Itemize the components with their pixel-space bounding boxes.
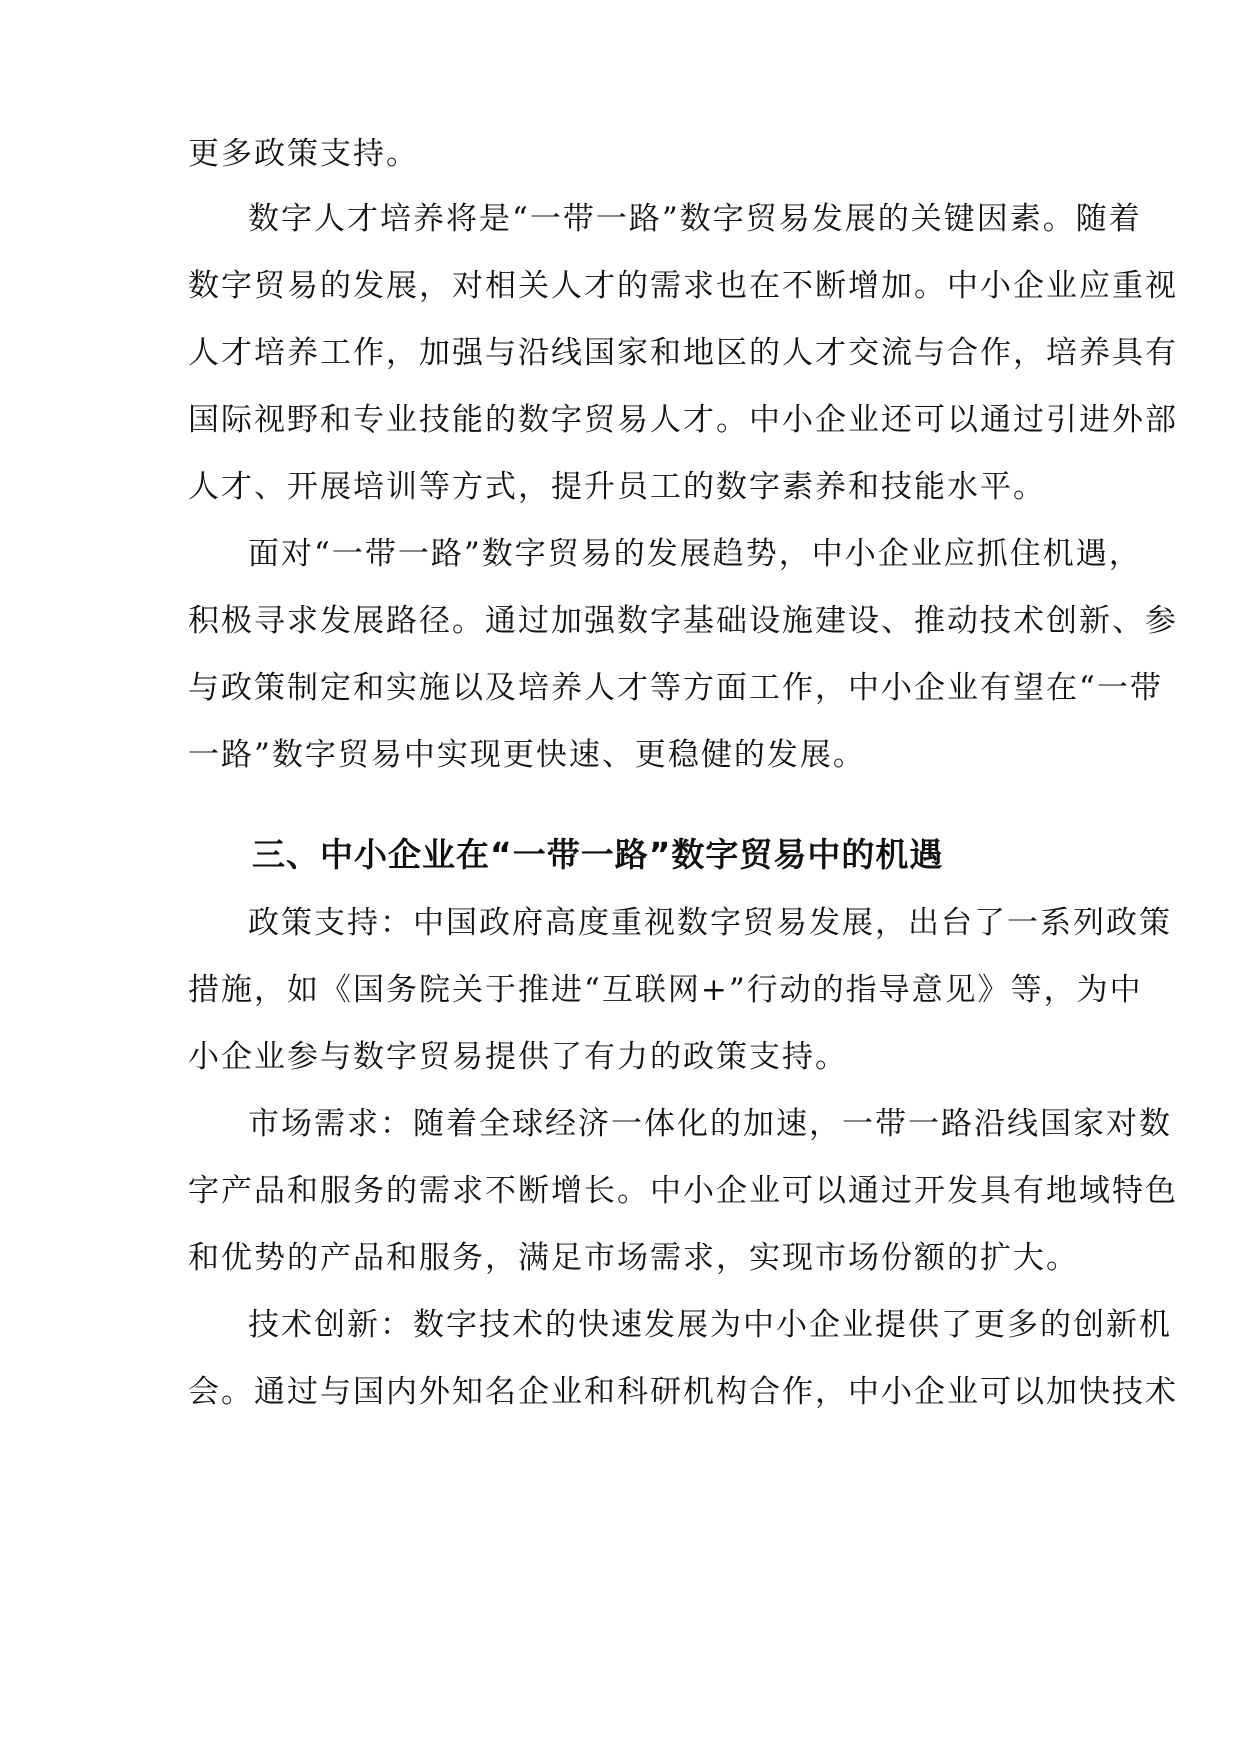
paragraph-line: 字产品和服务的需求不断增长。中小企业可以通过开发具有地域特色 bbox=[188, 1173, 1178, 1209]
paragraph-line: 政策支持：中国政府高度重视数字贸易发展，出台了一系列政策 bbox=[248, 905, 1172, 941]
paragraph-line: 数字人才培养将是“一带一路”数字贸易发展的关键因素。随着 bbox=[248, 201, 1142, 237]
paragraph-line: 与政策制定和实施以及培养人才等方面工作，中小企业有望在“一带 bbox=[188, 670, 1163, 706]
paragraph-line: 技术创新：数字技术的快速发展为中小企业提供了更多的创新机 bbox=[248, 1307, 1172, 1343]
paragraph-line: 和优势的产品和服务，满足市场需求，实现市场份额的扩大。 bbox=[188, 1240, 1079, 1276]
paragraph-line: 数字贸易的发展，对相关人才的需求也在不断增加。中小企业应重视 bbox=[188, 268, 1178, 304]
paragraph-line: 会。通过与国内外知名企业和科研机构合作，中小企业可以加快技术 bbox=[188, 1374, 1178, 1410]
paragraph-line: 国际视野和专业技能的数字贸易人才。中小企业还可以通过引进外部 bbox=[188, 402, 1178, 438]
paragraph-line: 市场需求：随着全球经济一体化的加速，一带一路沿线国家对数 bbox=[248, 1106, 1172, 1142]
paragraph-line: 一路”数字贸易中实现更快速、更稳健的发展。 bbox=[188, 737, 866, 773]
section-heading: 三、中小企业在“一带一路”数字贸易中的机遇 bbox=[252, 835, 944, 874]
paragraph-line: 措施，如《国务院关于推进“互联网+”行动的指导意见》等，为中 bbox=[188, 972, 1143, 1008]
paragraph-line: 更多政策支持。 bbox=[188, 136, 419, 172]
paragraph-line: 人才、开展培训等方式，提升员工的数字素养和技能水平。 bbox=[188, 469, 1046, 505]
paragraph-line: 小企业参与数字贸易提供了有力的政策支持。 bbox=[188, 1039, 848, 1075]
paragraph-line: 面对“一带一路”数字贸易的发展趋势，中小企业应抓住机遇， bbox=[248, 536, 1142, 572]
paragraph-line: 人才培养工作，加强与沿线国家和地区的人才交流与合作，培养具有 bbox=[188, 335, 1178, 371]
paragraph-line: 积极寻求发展路径。通过加强数字基础设施建设、推动技术创新、参 bbox=[188, 603, 1178, 639]
